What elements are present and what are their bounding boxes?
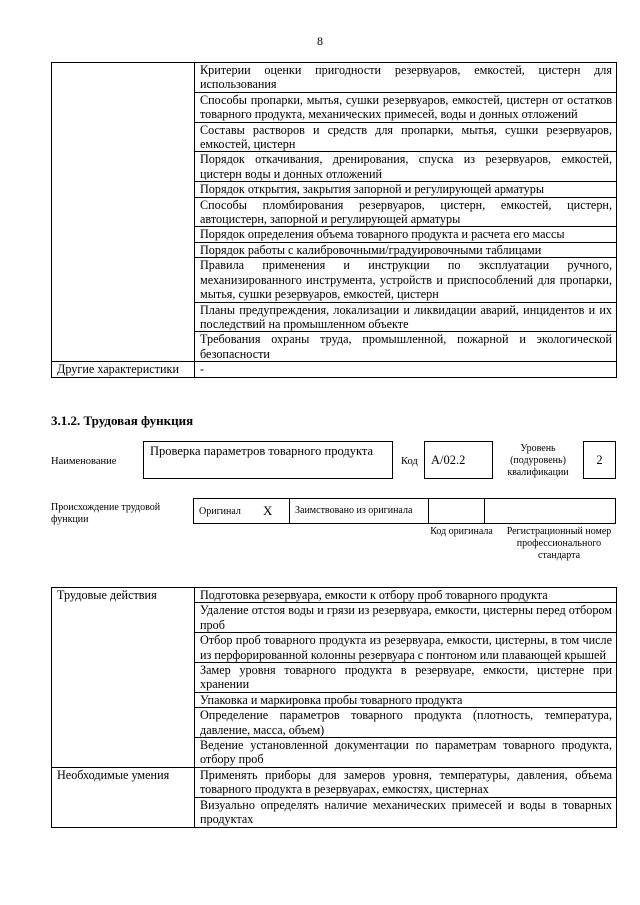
group-item: Отбор проб товарного продукта из резервуара, емкости, цистерны, в том числе из перфорированной колонны резервуара с понтоном или плавающей крышей: [195, 633, 617, 663]
borrowed-label: Заимствовано из оригинала: [295, 505, 413, 516]
function-name: Проверка параметров товарного продукта: [150, 444, 374, 458]
reg-number-label: Регистрационный номер профессионального стандарта: [506, 526, 612, 561]
group-item: Применять приборы для замеров уровня, температуры, давления, объема товарного продукта в резервуарах, емкостях, цистернах: [195, 767, 617, 797]
original-box: [193, 498, 290, 524]
knowledge-table: [51, 62, 617, 378]
level-value: 2: [596, 453, 603, 467]
code-label: Код: [401, 456, 418, 467]
row-text: -: [195, 362, 617, 377]
group-label: Трудовые действия: [52, 588, 195, 768]
row-label: [52, 63, 195, 362]
origin-label: Происхождение трудовой функции: [51, 502, 161, 525]
row-label: Другие характеристики: [52, 362, 195, 377]
row-text: Критерии оценки пригодности резервуаров, емкостей, цистерн для использования: [195, 63, 617, 93]
table-row: [52, 588, 617, 603]
function-name-box: [143, 441, 393, 479]
section-title: 3.1.2. Трудовая функция: [51, 413, 194, 428]
row-text: Порядок определения объема товарного продукта и расчета его массы: [195, 227, 617, 242]
row-text: Способы пропарки, мытья, сушки резервуаров, емкостей, цистерн от остатков товарного продукта, механических примесей, воды и донных отложений: [195, 92, 617, 122]
table-row: [52, 767, 617, 797]
group-item: Замер уровня товарного продукта в резервуаре, емкости, цистерне при хранении: [195, 663, 617, 693]
group-item: Определение параметров товарного продукта (плотность, температура, давление, масса, объем): [195, 708, 617, 738]
orig-code-label: Код оригинала: [430, 526, 493, 537]
original-mark: X: [263, 503, 273, 518]
row-text: Способы пломбирования резервуаров, цистерн, емкостей, цистерн, автоцистерн, запорной и регулирующей арматуры: [195, 197, 617, 227]
table-row: [52, 63, 617, 93]
table-row: [52, 362, 617, 377]
orig-code-box: [428, 498, 485, 524]
actions-table: [51, 587, 617, 828]
reg-number-box: [484, 498, 616, 524]
row-text: Порядок открытия, закрытия запорной и регулирующей арматуры: [195, 182, 617, 197]
group-item: Ведение установленной документации по параметрам товарного продукта, отбору проб: [195, 738, 617, 768]
group-item: Удаление отстоя воды и грязи из резервуара, емкости, цистерны перед отбором проб: [195, 603, 617, 633]
row-text: Правила применения и инструкции по эксплуатации ручного, механизированного инструмента, устройств и приспособлений для пропарки, мытья, сушки резервуаров, емкостей, цистерн: [195, 258, 617, 302]
borrowed-box: [289, 498, 429, 524]
group-label: Необходимые умения: [52, 767, 195, 827]
row-text: Планы предупреждения, локализации и ликвидации аварий, инцидентов и их последствий на промышленном объекте: [195, 302, 617, 332]
level-box: [583, 441, 616, 479]
row-text: Составы растворов и средств для пропарки, мытья, сушки резервуаров, емкостей, цистерн: [195, 122, 617, 152]
row-text: Порядок работы с калибровочными/градуировочными таблицами: [195, 242, 617, 257]
row-text: Порядок откачивания, дренирования, спуска из резервуаров, емкостей, цистерн воды и донных отложений: [195, 152, 617, 182]
group-item: Подготовка резервуара, емкости к отбору проб товарного продукта: [195, 588, 617, 603]
code-value: А/02.2: [431, 453, 466, 467]
original-label: Оригинал: [199, 506, 241, 517]
page-number: 8: [317, 34, 323, 48]
code-box: [424, 441, 493, 479]
level-label: Уровень (подуровень) квалификации: [507, 443, 569, 478]
group-item: Упаковка и маркировка пробы товарного продукта: [195, 692, 617, 707]
group-item: Визуально определять наличие механических примесей и воды в товарных продуктах: [195, 797, 617, 827]
name-label: Наименование: [51, 456, 117, 467]
row-text: Требования охраны труда, промышленной, пожарной и экологической безопасности: [195, 332, 617, 362]
